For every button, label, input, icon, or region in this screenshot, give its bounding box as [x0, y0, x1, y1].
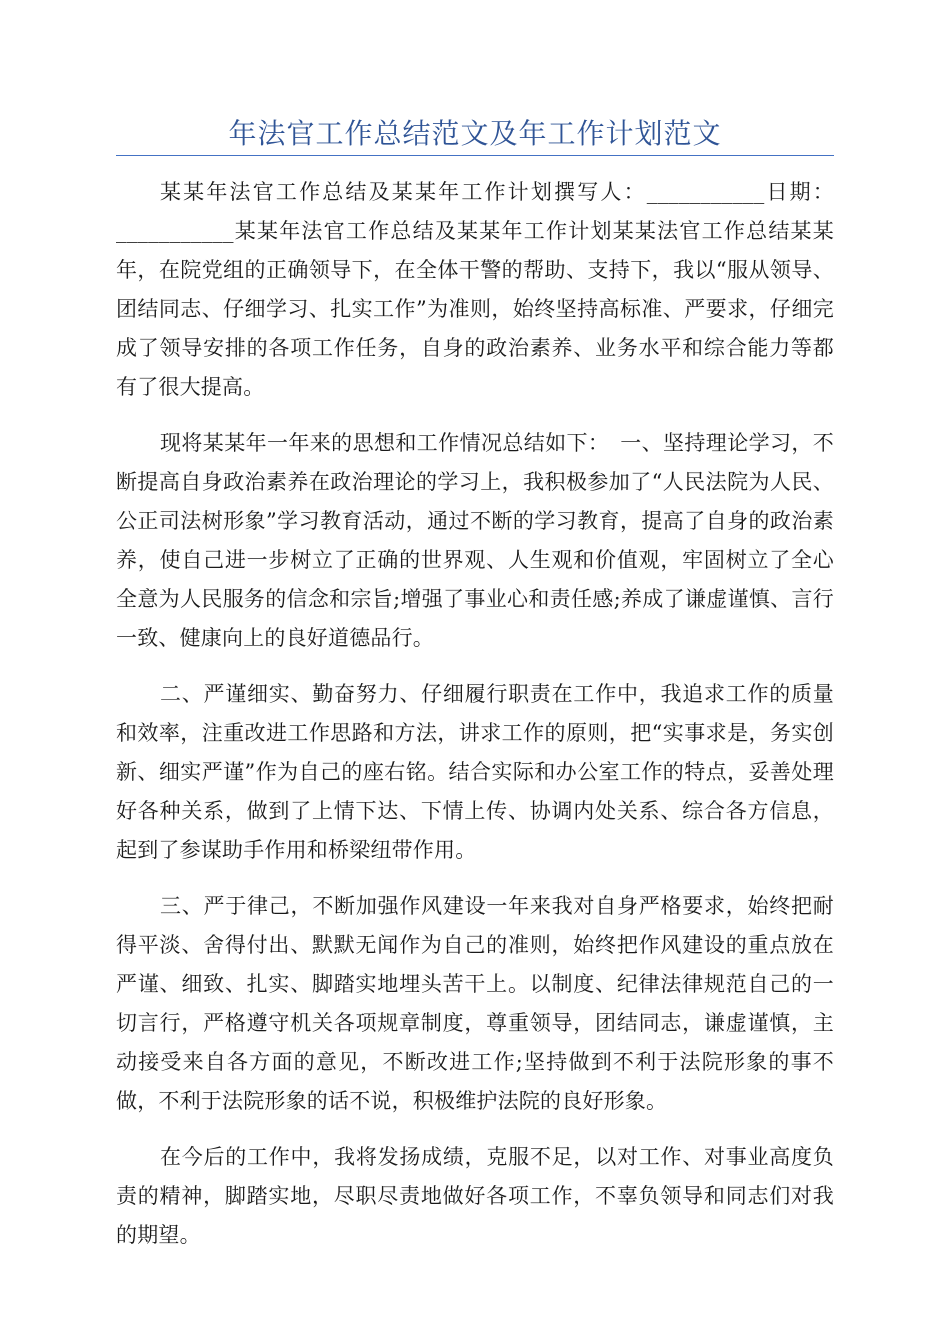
- document-title: 年法官工作总结范文及年工作计划范文: [228, 117, 722, 150]
- paragraph-discipline: 三、严于律己，不断加强作风建设一年来我对自身严格要求，始终把耐得平淡、舍得付出、默默无闻作为自己的准则，始终把作风建设的重点放在严谨、细致、扎实、脚踏实地埋头苦干上。以制度、纪律法律规范自己的一切言行，严格遵守机关各项规章制度，尊重领导，团结同志，谦虚谨慎，主动接受来自各方面的意见，不断改进工作;坚持做到不利于法院形象的事不做，不利于法院形象的话不说，积极维护法院的良好形象。: [116, 894, 834, 1113]
- document-body: [116, 173, 834, 1272]
- paragraph-duties: 二、严谨细实、勤奋努力、仔细履行职责在工作中，我追求工作的质量和效率，注重改进工作思路和方法，讲求工作的原则，把“实事求是，务实创新、细实严谨”作为自己的座右铭。结合实际和办公室工作的特点，妥善处理好各种关系，做到了上情下达、下情上传、协调内处关系、综合各方信息，起到了参谋助手作用和桥梁纽带作用。: [116, 682, 834, 862]
- title-underline: [116, 155, 834, 156]
- paragraph-intro: 某某年法官工作总结及某某年工作计划撰写人：___________日期：___________某某年法官工作总结及某某年工作计划某某法官工作总结某某年，在院党组的正确领导下，在全体干警的帮助、支持下，我以“服从领导、团结同志、仔细学习、扎实工作”为准则，始终坚持高标准、严要求，仔细完成了领导安排的各项工作任务，自身的政治素养、业务水平和综合能力等都有了很大提高。: [116, 180, 834, 399]
- paragraph-theory-study: 现将某某年一年来的思想和工作情况总结如下： 一、坚持理论学习，不断提高自身政治素养在政治理论的学习上，我积极参加了“人民法院为人民、公正司法树形象”学习教育活动，通过不断的学习教育，提高了自身的政治素养，使自己进一步树立了正确的世界观、人生观和价值观，牢固树立了全心全意为人民服务的信念和宗旨;增强了事业心和责任感;养成了谦虚谨慎、言行一致、健康向上的良好道德品行。: [116, 431, 834, 650]
- paragraph-outlook: 在今后的工作中，我将发扬成绩，克服不足，以对工作、对事业高度负责的精神，脚踏实地，尽职尽责地做好各项工作，不辜负领导和同志们对我的期望。: [116, 1145, 834, 1247]
